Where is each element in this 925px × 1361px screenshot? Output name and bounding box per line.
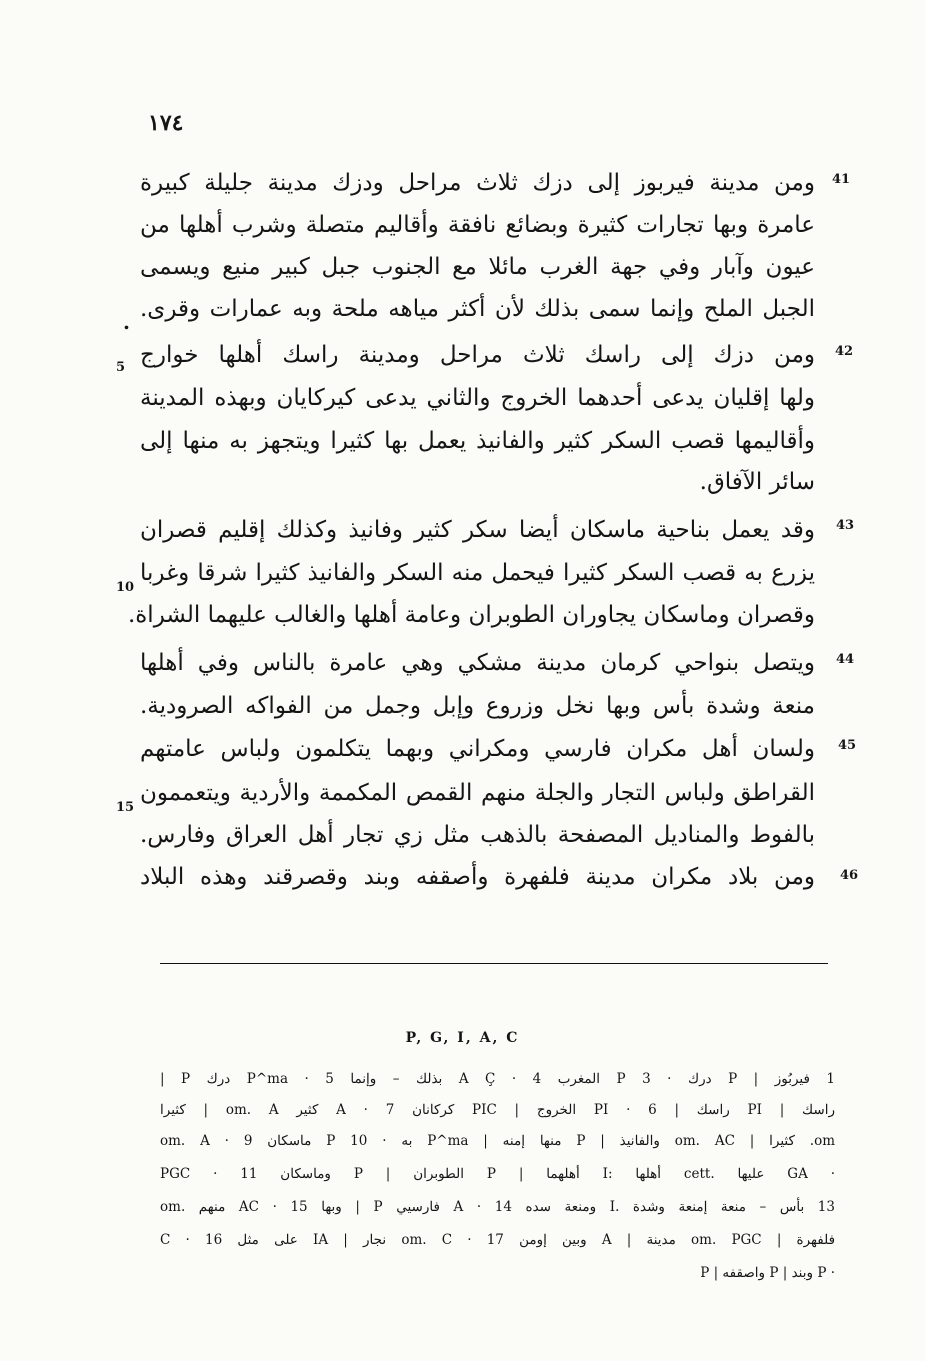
text-line: الجبل الملح وإنما سمى بذلك لأن أكثر مياهه ملحة وبه عمارات وقرى. [140, 296, 815, 322]
text-line: ومن مدينة فيربوز إلى دزك ثلاث مراحل ودزك مدينة جليلة كبيرة [140, 170, 815, 196]
apparatus-line: 1 فيربُوز | P درك · P 3 المغرب A Ç · 4 بذلك – وإنما P^ma · 5 درك P | [160, 1071, 835, 1087]
footnote-rule [160, 963, 828, 964]
text-line: منعة وشدة بأس وبها نخل وزروع وإبل وجمل من الفواكه الصرودية. [140, 693, 815, 719]
text-line: يزرع به قصب السكر كثيرا فيحمل منه السكر والفانيذ كثيرا شرقا وغربا [140, 560, 815, 586]
paragraph-number: 41 [832, 172, 851, 187]
text-line: عيون وآبار وفي جهة الغرب مائلا مع الجنوب جبل كبير منيع ويسمى [140, 254, 815, 280]
text-line: بالفوط والمناديل المصفحة بالذهب مثل زي تجار أهل العراق وفارس. [140, 822, 815, 848]
paragraph-number: 46 [840, 868, 859, 883]
text-line: وأقاليمها قصب السكر كثير والفانيذ يعمل بها كثيرا ويتجهز به منها إلى [140, 428, 815, 454]
manuscript-sigla: P, G, I, A, C [405, 1030, 520, 1046]
text-line: القراطق ولباس التجار والجلة منهم القمص المكممة والأردية ويتعممون [140, 780, 815, 806]
apparatus-line: · P وبند | P واصقفه | P [700, 1265, 835, 1281]
text-line: ولسان أهل مكران فارسي ومكراني وبهما يتكلمون ولباس عامتهم [140, 736, 815, 762]
apparatus-line: فلفهرة | om. PGC مدينة | A وبين إومن 17 · om. C نجار | IA على مثل 16 · C [160, 1232, 836, 1248]
apparatus-line: راسك | PI راسك | PI · 6 الخروج | PIC كركانان A · 7 كثير om. A | كثيرا [160, 1102, 836, 1118]
text-line: ويتصل بنواحي كرمان مدينة مشكي وهي عامرة بالناس وفي أهلها [140, 650, 815, 676]
text-line: وقد يعمل بناحية ماسكان أيضا سكر كثير وفانيذ وكذلك إقليم قصران [140, 517, 815, 543]
text-line: ولها إقليان يدعى أحدهما الخروج والثاني يدعى كيركايان وبهذه المدينة [140, 385, 815, 411]
line-number: 5 [116, 360, 126, 375]
text-line: سائر الآفاق. [699, 469, 815, 495]
line-number: 10 [116, 580, 135, 595]
apparatus-line: om. كثيرا | om. AC والفانيذ | P منها إمنه | P^ma به · P 10 ماسكان 9 · om. A [160, 1133, 835, 1149]
text-line: ومن دزك إلى راسك ثلاث مراحل ومدينة راسك أهلها خوارج [140, 342, 815, 368]
line-number: 15 [116, 800, 135, 815]
paragraph-number: 43 [836, 518, 855, 533]
apparatus-line: · GA عليها .cett أهلها :I أهلهما | P الطوبران | P وماسكان 11 · PGC [160, 1166, 835, 1182]
paragraph-number: 45 [838, 738, 857, 753]
paragraph-number: 44 [836, 652, 855, 667]
page-number: ١٧٤ [148, 110, 184, 136]
apparatus-line: 13 بأس – منعة إمنعة وشدة .I ومنعة سده A · 14 فارسيي P | وبها AC · 15 منهم .om [160, 1199, 835, 1215]
text-line: ومن بلاد مكران مدينة فلفهرة وأصقفه وبند وقصرقند وهذه البلاد [140, 864, 815, 890]
text-line: عامرة وبها تجارات كثيرة وبضائع نافقة وأقاليم متصلة وشرب أهلها من [140, 212, 815, 238]
margin-dot: . [123, 310, 130, 334]
paragraph-number: 42 [835, 344, 854, 359]
text-line: وقصران وماسكان يجاوران الطوبران وعامة أهلها والغالب عليهما الشراة. [127, 602, 815, 628]
